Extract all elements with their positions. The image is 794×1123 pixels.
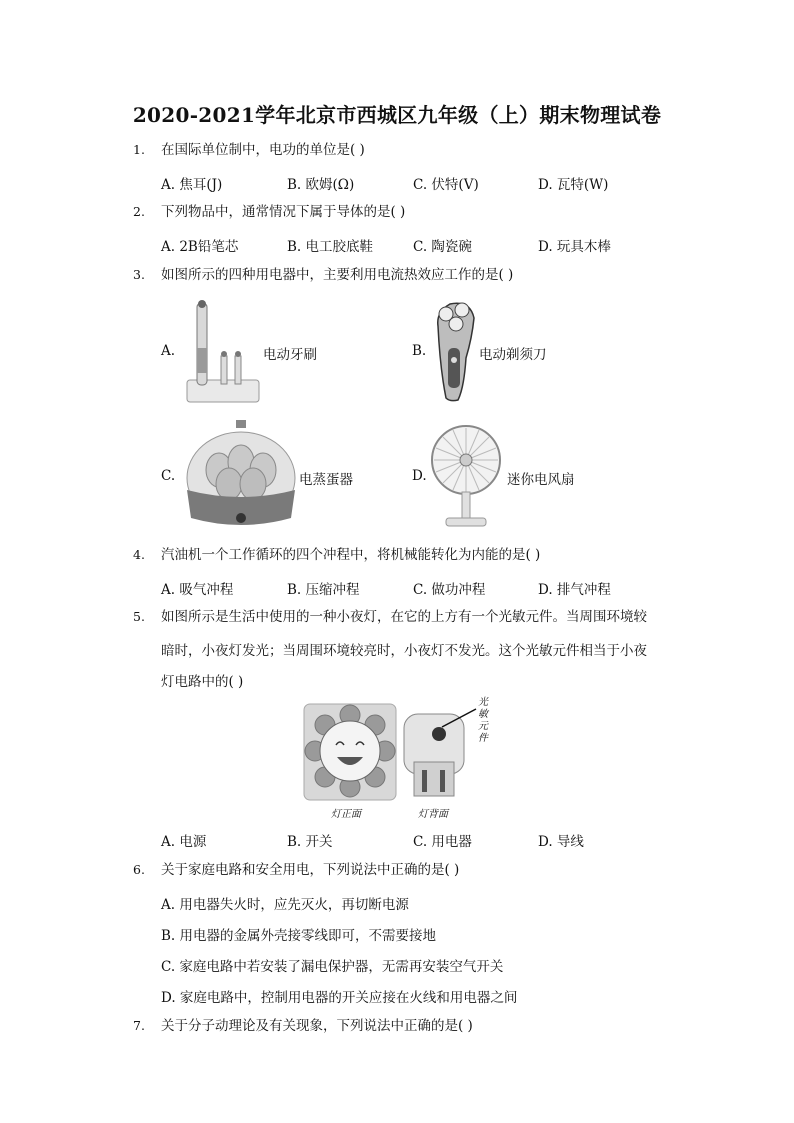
option-a: A. 2B铅笔芯 — [161, 239, 239, 255]
question-4 — [0, 546, 794, 566]
question-text: 汽油机一个工作循环的四个冲程中，将机械能转化为内能的是( ) — [161, 547, 541, 563]
question-2 — [0, 203, 794, 223]
question-text-line-1: 如图所示是生活中使用的一种小夜灯，在它的上方有一个光敏元件。当周围环境较 — [161, 609, 647, 625]
option-a: A. 焦耳(J) — [161, 177, 223, 193]
option-a-caption: 电动牙刷 — [263, 347, 317, 363]
question-number: 5. — [133, 609, 145, 624]
question-text: 关于家庭电路和安全用电，下列说法中正确的是( ) — [161, 862, 460, 878]
option-c: C. 用电器 — [413, 834, 472, 850]
electric-shaver-icon — [430, 298, 478, 404]
question-text-line-2: 暗时，小夜灯发光；当周围环境较亮时，小夜灯不发光。这个光敏元件相当于小夜 — [161, 643, 647, 659]
option-d: D. 排气冲程 — [538, 582, 611, 598]
option-b: B. 用电器的金属外壳接零线即可，不需要接地 — [161, 928, 437, 944]
question-1 — [0, 141, 794, 161]
question-text: 下列物品中，通常情况下属于导体的是( ) — [161, 204, 406, 220]
option-c-letter: C. — [161, 468, 176, 484]
option-d-caption: 迷你电风扇 — [507, 472, 575, 488]
question-number: 3. — [133, 267, 145, 282]
question-text: 如图所示的四种用电器中，主要利用电流热效应工作的是( ) — [161, 267, 514, 283]
option-c-caption: 电蒸蛋器 — [299, 472, 353, 488]
option-a-letter: A. — [161, 343, 176, 359]
option-d: D. 瓦特(W) — [538, 177, 609, 193]
option-b: B. 欧姆(Ω) — [287, 177, 355, 193]
back-caption: 灯背面 — [418, 809, 448, 820]
question-number: 4. — [133, 547, 145, 562]
question-7 — [0, 1017, 794, 1037]
option-c: C. 做功冲程 — [413, 582, 486, 598]
egg-steamer-icon — [183, 418, 299, 530]
option-a: A. 用电器失火时，应先灭火，再切断电源 — [161, 897, 409, 913]
question-5 — [0, 608, 794, 628]
option-b: B. 电工胶底鞋 — [287, 239, 374, 255]
option-c: C. 家庭电路中若安装了漏电保护器，无需再安装空气开关 — [161, 959, 504, 975]
mini-fan-icon — [428, 424, 504, 530]
electric-toothbrush-icon — [183, 298, 263, 406]
question-number: 2. — [133, 204, 145, 219]
option-d: D. 导线 — [538, 834, 584, 850]
night-light-front-icon — [303, 703, 397, 801]
front-caption: 灯正面 — [331, 809, 361, 820]
option-d: D. 家庭电路中，控制用电器的开关应接在火线和用电器之间 — [161, 990, 518, 1006]
question-number: 7. — [133, 1018, 145, 1033]
option-c: C. 伏特(V) — [413, 177, 479, 193]
option-a: A. 电源 — [161, 834, 207, 850]
question-text-line-3: 灯电路中的( ) — [161, 674, 244, 690]
question-3 — [0, 266, 794, 286]
option-b: B. 压缩冲程 — [287, 582, 360, 598]
option-d: D. 玩具木棒 — [538, 239, 611, 255]
question-number: 6. — [133, 862, 145, 877]
question-text: 在国际单位制中，电功的单位是( ) — [161, 142, 365, 158]
sensor-label: 光敏元件 — [478, 697, 488, 744]
option-d-letter: D. — [412, 468, 427, 484]
question-6 — [0, 861, 794, 881]
option-b-caption: 电动剃须刀 — [479, 347, 547, 363]
exam-title: 2020-2021学年北京市西城区九年级（上）期末物理试卷 — [132, 103, 662, 127]
sensor-pointer-arrow — [440, 705, 480, 731]
option-c: C. 陶瓷碗 — [413, 239, 472, 255]
option-b-letter: B. — [412, 343, 427, 359]
option-b: B. 开关 — [287, 834, 333, 850]
option-a: A. 吸气冲程 — [161, 582, 234, 598]
question-text: 关于分子动理论及有关现象，下列说法中正确的是( ) — [161, 1018, 473, 1034]
question-number: 1. — [133, 142, 145, 157]
